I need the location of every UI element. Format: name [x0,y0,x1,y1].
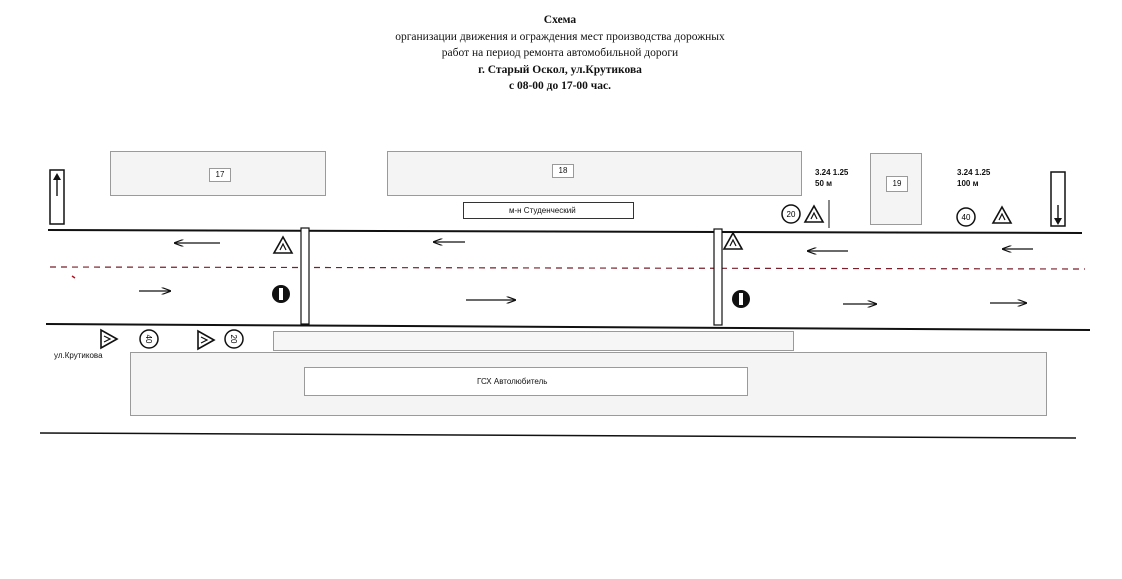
speed-limit-sign-icon [225,330,243,348]
speed-limit-sign-icon [957,208,975,226]
sign-distance-right: 100 м [957,179,979,188]
road-works-sign-icon [993,207,1011,223]
street-label: ул.Крутикова [54,351,103,360]
center-dashed-line [50,267,1085,269]
speed-limit-value: 20 [786,210,796,219]
title-heading: Схема [543,14,577,26]
lower-boundary-line [40,433,1076,438]
detour-sign-right [1051,172,1065,226]
title-line-2: организации движения и ограждения мест производства дорожных [395,30,725,43]
title-location: г. Старый Оскол, ул.Крутикова [478,63,642,76]
detour-sign-left [50,170,64,224]
road-works-sign-icon [805,206,823,222]
sign-distance-mid: 50 м [815,179,833,188]
speed-limit-value: 40 [961,213,971,222]
speed-limit-value: 20 [229,334,238,344]
speed-limit-sign-icon [140,330,158,348]
speed-limit-sign-icon [782,205,800,223]
road-works-sign-icon [724,233,742,249]
work-zone-barrier-right [714,229,722,325]
building-17-label: 17 [209,168,231,182]
red-mark [72,276,75,278]
no-entry-sign-icon [272,285,290,303]
sign-codes-right: 3.24 1.25 [957,168,991,177]
title-hours: с 08-00 до 17-00 час. [508,80,612,92]
road-works-sign-icon [101,330,117,348]
no-entry-sign-icon [732,290,750,308]
district-label: м-н Студенческий [509,206,576,215]
work-zone-barrier-left [301,228,309,324]
building-19-label: 19 [886,176,908,192]
garage-label: ГСХ Автолюбитель [477,377,548,386]
title-line-3: работ на период ремонта автомобильной дороги [441,47,679,59]
road-top-edge [48,230,1082,233]
speed-limit-value: 40 [144,334,153,344]
sign-codes-mid: 3.24 1.25 [815,168,849,177]
road-works-sign-icon [198,331,214,349]
road-works-sign-icon [274,237,292,253]
road-bottom-edge [46,324,1090,330]
building-18-label: 18 [552,164,574,178]
